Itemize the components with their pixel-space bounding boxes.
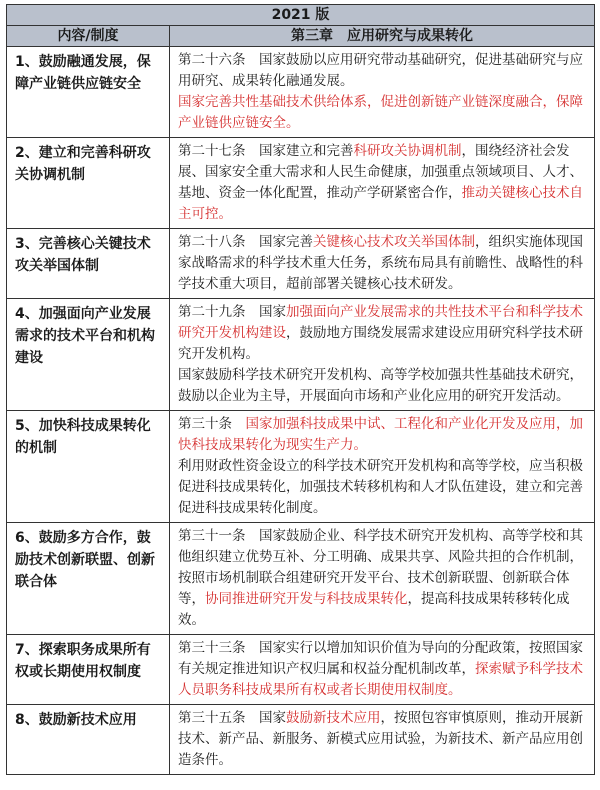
topic-cell: 4、加强面向产业发展需求的技术平台和机构建设 [7,299,170,411]
table-row [7,47,595,138]
article-text: ，鼓励地方围绕发展需求建设应用研究科学技术研究开发机构。 [178,325,583,362]
article-cell [170,138,595,229]
topic-cell: 1、鼓励融通发展，保障产业链供应链安全 [7,47,170,138]
article-paragraph [178,414,590,456]
article-text: 第三十五条 国家 [178,710,286,726]
article-cell [170,47,595,138]
column-header-chapter: 第三章 应用研究与成果转化 [170,26,595,47]
law-comparison-table [6,4,595,775]
article-cell [170,299,595,411]
column-header-row [7,26,595,47]
table-row [7,635,595,705]
article-cell [170,523,595,635]
article-highlight: 鼓励新技术应用 [286,710,381,726]
article-highlight: 国家加强科技成果中试、工程化和产业化开发及应用，加快科技成果转化为现实生产力。 [178,416,583,453]
article-text: ，围绕经济社会发展、国家安全重大需求和人民生命健康，加强重点领域项目、人才、基地、资金一体化配置，推动产学研紧密合作， [178,143,583,201]
article-text: ，组织实施体现国家战略需求的科学技术重大任务，系统布局具有前瞻性、战略性的科学技术重大项目，超前部署关键核心技术研发。 [178,234,583,292]
topic-cell: 8、鼓励新技术应用 [7,705,170,775]
table-row [7,523,595,635]
article-highlight: 国家完善共性基础技术供给体系，促进创新链产业链深度融合，保障产业链供应链安全。 [178,94,583,131]
article-text: 第二十七条 国家建立和完善 [178,143,354,159]
article-highlight: 加强面向产业发展需求的共性技术平台和科学技术研究开发机构建设 [178,304,583,341]
article-highlight: 推动关键核心技术自主可控。 [178,185,583,222]
article-cell [170,229,595,299]
article-cell [170,411,595,523]
article-paragraph [178,302,590,365]
version-header-row [7,5,595,26]
table-row [7,138,595,229]
topic-cell: 7、探索职务成果所有权或长期使用权制度 [7,635,170,705]
topic-cell: 5、加快科技成果转化的机制 [7,411,170,523]
article-text: 第二十六条 国家鼓励以应用研究带动基础研究，促进基础研究与应用研究、成果转化融通发展。 [178,52,583,89]
article-highlight: 探索赋予科学技术人员职务科技成果所有权或者长期使用权制度。 [178,661,583,698]
topic-cell: 3、完善核心关键技术攻关举国体制 [7,229,170,299]
version-label: 2021 版 [7,5,595,26]
article-text: 第三十一条 国家鼓励企业、科学技术研究开发机构、高等学校和其他组织建立优势互补、分工明确、成果共享、风险共担的合作机制，按照市场机制联合组建研究开发平台、技术创新联盟、创新联合体等， [178,528,583,607]
article-cell [170,635,595,705]
article-highlight: 协同推进研究开发与科技成果转化 [205,591,408,607]
table-row [7,299,595,411]
article-text: ，提高科技成果转移转化成效。 [178,591,570,628]
article-text: ，按照包容审慎原则，推动开展新技术、新产品、新服务、新模式应用试验，为新技术、新产品应用创造条件。 [178,710,583,768]
article-text: 第二十八条 国家完善 [178,234,313,250]
column-header-content: 内容/制度 [7,26,170,47]
article-text: 第二十九条 国家 [178,304,286,320]
table-row [7,705,595,775]
article-highlight: 科研攻关协调机制 [353,143,462,159]
table-row [7,229,595,299]
table-row [7,411,595,523]
article-text: 国家鼓励科学技术研究开发机构、高等学校加强共性基础技术研究，鼓励以企业为主导，开展面向市场和产业化应用的研究开发活动。 [178,367,583,404]
article-cell [170,705,595,775]
article-text: 第三十三条 国家实行以增加知识价值为导向的分配政策，按照国家有关规定推进知识产权归属和权益分配机制改革， [178,640,583,677]
article-text: 第三十条 [178,416,246,432]
article-highlight: 关键核心技术攻关举国体制 [313,234,475,250]
topic-cell: 2、建立和完善科研攻关协调机制 [7,138,170,229]
topic-cell: 6、鼓励多方合作，鼓励技术创新联盟、创新联合体 [7,523,170,635]
article-text: 利用财政性资金设立的科学技术研究开发机构和高等学校，应当积极促进科技成果转化，加强技术转移机构和人才队伍建设，建立和完善促进科技成果转化制度。 [178,458,583,516]
